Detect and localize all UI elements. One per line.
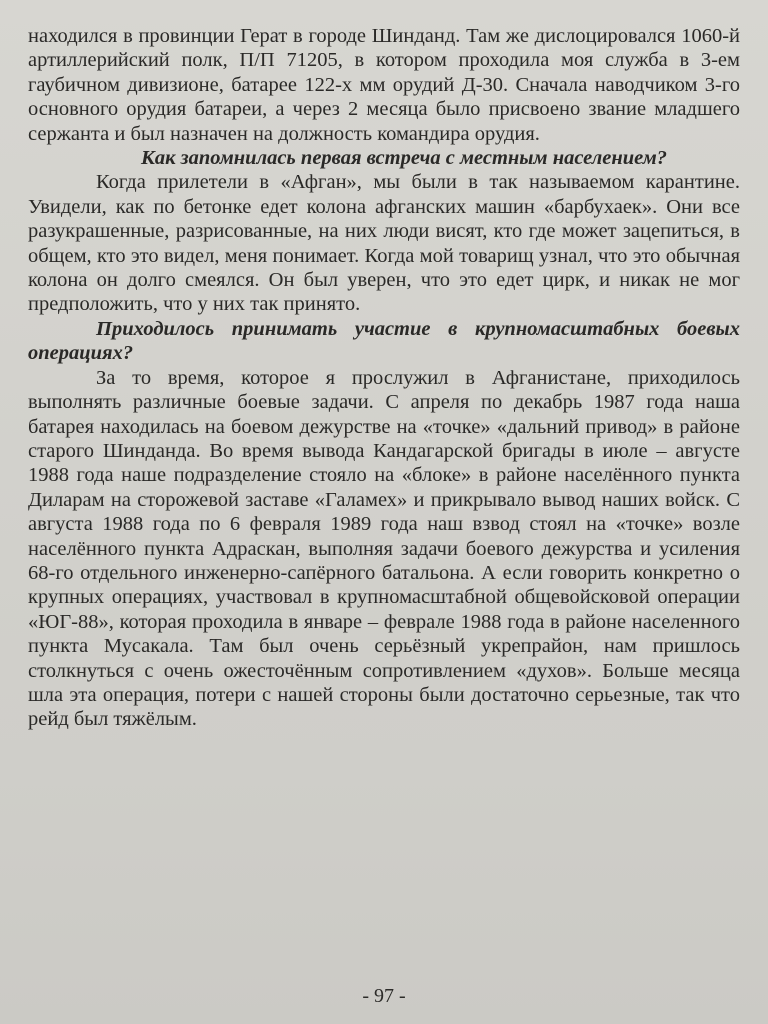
page-number: - 97 -	[362, 985, 406, 1007]
paragraph-first-meeting: Когда прилетели в «Афган», мы были в так называемом карантине. Увидели, как по бетонке едет колона афганских машин «барбухаек». Они все разукрашенные, разрисованные, на них люди висят, кто где может зацепиться, в общем, кто это видел, меня понимает. Когда мой товарищ узнал, что это обычная колона он долго смеялся. Он был уверен, что это едет цирк, и никак не мог предположить, что у них так принято.	[28, 171, 740, 316]
page-text	[28, 24, 740, 732]
paragraph-service-location: находился в провинции Герат в городе Шинданд. Там же дислоцировался 1060-й артиллерийский полк, П/П 71205, в котором проходила моя служба в 3-ем гаубичном дивизионе, батарее 122-х мм орудий Д-30. Сначала наводчиком 3-го основного орудия батареи, а через 2 месяца было присвоено звание младшего сержанта и был назначен на должность командира орудия.	[28, 25, 740, 145]
question-first-meeting: Как запомнилась первая встреча с местным населением?	[140, 147, 668, 170]
paragraph-combat-operations: За то время, которое я прослужил в Афганистане, приходилось выполнять различные боевые задачи. С апреля по декабрь 1987 года наша батарея находилась на боевом дежурстве на «точке» «дальний привод» в районе старого Шинданда. Во время вывода Кандагарской бригады в июле – августе 1988 года наше подразделение стояло на «блоке» в районе населённого пункта Диларам на сторожевой заставе «Галамех» и прикрывало вывод наших войск. С августа 1988 года по 6 февраля 1989 года наш взвод стоял на «точке» возле населённого пункта Адраскан, выполняя задачи боевого дежурства и усиления 68-го отдельного инженерно-сапёрного батальона. А если говорить конкретно о крупных операциях, участвовал в крупномасштабной общевойсковой операции «ЮГ-88», которая проходила в январе – феврале 1988 года в районе населенного пункта Мусакала. Там был очень серьёзный укрепрайон, нам пришлось столкнуться с очень ожесточённым сопротивлением «духов». Больше месяца шла эта операция, потери с нашей стороны были достаточно серьезные, так что рейд был тяжёлым.	[28, 366, 740, 731]
question-combat-operations: Приходилось принимать участие в крупномасштабных боевых операциях?	[28, 317, 740, 365]
